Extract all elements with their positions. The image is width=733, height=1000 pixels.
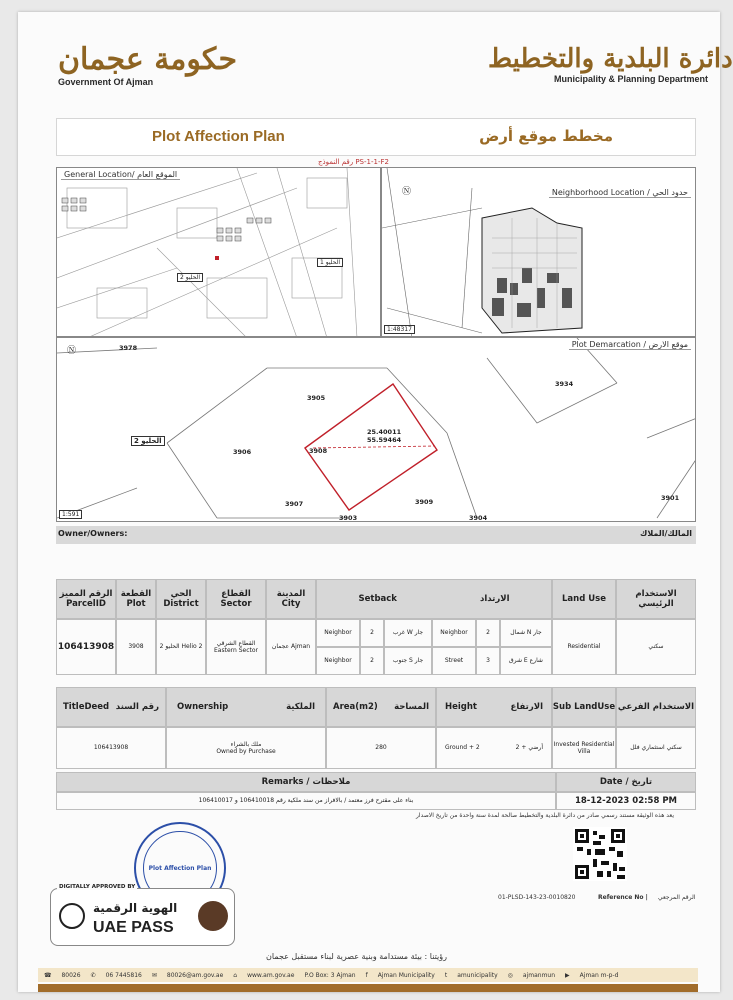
owners-label-ar: المالك/الملاك [639, 529, 692, 538]
uae-pass-arabic: الهوية الرقمية [93, 901, 178, 915]
government-logo-english: Government Of Ajman [58, 77, 154, 87]
twitter: amunicipality [457, 971, 498, 979]
date-header: Date / تاريخ [556, 772, 696, 792]
contact-footer [38, 968, 698, 982]
youtube: Ajman m-p-d [579, 971, 619, 979]
reference-number: 01-PLSD-143-23-0010820 [498, 894, 576, 901]
main-use-value: سكني [616, 619, 696, 675]
plot-value: 3908 [116, 619, 156, 675]
instagram: ajmanmun [522, 971, 556, 979]
email-icon: ✉ [151, 971, 157, 979]
uae-emblem-icon [198, 901, 228, 931]
district-value: الحليو 2 Helio 2 [156, 619, 206, 675]
header-landuse: Land Use [552, 579, 616, 619]
municipality-logo-english: Municipality & Planning Department [553, 74, 708, 84]
fax-icon: ✆ [90, 971, 96, 979]
uae-pass-english: UAE PASS [93, 919, 174, 936]
setback-row2-v1: 2 [360, 647, 384, 675]
scale-small: 1:48317 [384, 325, 415, 334]
district-tag-general: الحليو 2 [177, 273, 203, 282]
header-setback: Setback الارتداد [316, 579, 552, 619]
scale-large: 1:591 [59, 510, 82, 519]
plot-marker-general [215, 256, 219, 260]
setback-row1-n2: Neighbor [432, 619, 476, 647]
vision-slogan: رؤيتنا : بيئة مستدامة وبنية عصرية لبناء مستقبل عجمان [266, 952, 447, 961]
ownership-value: ملك بالشراء Owned by Purchase [166, 727, 326, 769]
setback-row1-v1: 2 [360, 619, 384, 647]
plot-number: 3909 [415, 498, 434, 506]
header-titledeed: TitleDeed رقم السند [56, 687, 166, 727]
setback-row1-n1: Neighbor [316, 619, 360, 647]
general-location-map [56, 167, 381, 337]
form-number: رقم النموذج PS-1-1-F2 [318, 158, 389, 166]
landuse-value: Residential [552, 619, 616, 675]
setback-row1-v2: 2 [476, 619, 500, 647]
title-english: Plot Affection Plan [152, 128, 285, 145]
svg-text:Ⓝ: Ⓝ [402, 187, 412, 197]
twitter-icon: t [444, 971, 448, 979]
plot-number: 3901 [661, 494, 680, 502]
header-sub-landuse: Sub LandUse [552, 687, 616, 727]
plot-number: 3934 [555, 380, 574, 388]
neighborhood-location-label: Neighborhood Location / حدود الحي [549, 188, 691, 198]
owners-band [56, 526, 696, 544]
header-main-use: الاستخدام الرئيسي [616, 579, 696, 619]
setback-row2-n1: Neighbor [316, 647, 360, 675]
plot-number: 3906 [233, 448, 252, 456]
header-area: Area(m2) المساحة [326, 687, 436, 727]
plot-number: 3905 [307, 394, 326, 402]
header-city: المدينة City [266, 579, 316, 619]
setback-row1-d1: غرب W جار [384, 619, 432, 647]
setback-row1-d2: شمال N جار [500, 619, 552, 647]
reference-label-en: Reference No | [598, 894, 648, 901]
general-map-drawing [57, 168, 381, 337]
title-bar [56, 118, 696, 156]
pobox: P.O Box: 3 Ajman [304, 971, 356, 979]
header-sub-landuse-ar: الاستخدام الفرعي [616, 687, 696, 727]
date-value: 18-12-2023 02:58 PM [556, 792, 696, 810]
sector-value: القطاع الشرقي Eastern Sector [206, 619, 266, 675]
footer-bar [38, 984, 698, 992]
youtube-icon: ▶ [565, 971, 570, 979]
header-plot: القطعة Plot [116, 579, 156, 619]
document-sheet [18, 12, 733, 992]
web-icon: ⌂ [233, 971, 238, 979]
plot-number-target: 3908 [309, 447, 328, 455]
sub-landuse-value-ar: سكني استثماري فلل [616, 727, 696, 769]
header-parcelid: الرقم المميز ParcelID [56, 579, 116, 619]
header-sector: القطاع Sector [206, 579, 266, 619]
titledeed-value: 106413908 [56, 727, 166, 769]
facebook: Ajman Municipality [377, 971, 435, 979]
setback-row2-n2: Street [432, 647, 476, 675]
city-value: عجمان Ajman [266, 619, 316, 675]
height-value: Ground + 2 أرضي + 2 [436, 727, 552, 769]
district-tag-demarcation: الحليو 2 [131, 436, 165, 446]
fingerprint-icon [59, 903, 85, 929]
header-ownership: Ownership الملكية [166, 687, 326, 727]
setback-row2-v2: 3 [476, 647, 500, 675]
area-value: 280 [326, 727, 436, 769]
remarks-header: Remarks / ملاحظات [56, 772, 556, 792]
setback-row2-d1: جنوب S جار [384, 647, 432, 675]
plot-number: 3904 [469, 514, 488, 522]
municipality-logo [488, 44, 733, 84]
email: 80026@am.gov.ae [166, 971, 224, 979]
digitally-approved-label: DIGITALLY APPROVED BY [59, 884, 136, 890]
uae-pass-badge [50, 884, 235, 946]
validity-note: يعد هذه الوثيقة مستند رسمي صادر من دائرة البلدية والتخطيط صالحة لمدة سنة واحدة من تاريخ الاصدار [416, 812, 674, 819]
neighborhood-location-map [381, 167, 696, 337]
plot-coordinate: 55.59464 [367, 436, 402, 444]
fax: 06 7445816 [105, 971, 142, 979]
plot-demarcation-map [56, 337, 696, 522]
owners-label-en: Owner/Owners: [58, 529, 128, 538]
header-district: الحي District [156, 579, 206, 619]
sub-landuse-value: Invested Residential Villa [552, 727, 616, 769]
title-arabic: مخطط موقع أرض [479, 127, 613, 145]
reference-label-ar: الرقم المرجعي [658, 894, 696, 901]
general-location-label: General Location/ الموقع العام [61, 170, 180, 180]
parcelid-value: 106413908 [56, 619, 116, 675]
qr-code [573, 827, 627, 881]
plot-coordinate: 25.40011 [367, 428, 402, 436]
header-height: Height الارتفاع [436, 687, 552, 727]
svg-text:Ⓝ: Ⓝ [67, 346, 77, 356]
government-logo [58, 42, 237, 87]
phone-icon: ☎ [44, 971, 52, 979]
stamp-text: Plot Affection Plan [148, 864, 212, 872]
plot-demarcation-label: Plot Demarcation / موقع الارض [569, 340, 691, 350]
remarks-text: بناء على مقترح فرز معتمد / بالافراز من سند ملكية رقم 106410018 و 106410017 [56, 792, 556, 810]
government-logo-arabic: حكومة عجمان [58, 42, 237, 77]
setback-row2-d2: شرق E شارع [500, 647, 552, 675]
website: www.am.gov.ae [247, 971, 295, 979]
plot-number: 3903 [339, 514, 358, 522]
instagram-icon: ◎ [507, 971, 513, 979]
phone: 80026 [61, 971, 81, 979]
district-tag-general-2: الحليو 1 [317, 258, 343, 267]
plot-number: 3907 [285, 500, 304, 508]
facebook-icon: f [365, 971, 368, 979]
municipality-logo-arabic: دائرة البلدية والتخطيط [488, 44, 733, 74]
plot-number: 3978 [119, 344, 138, 352]
